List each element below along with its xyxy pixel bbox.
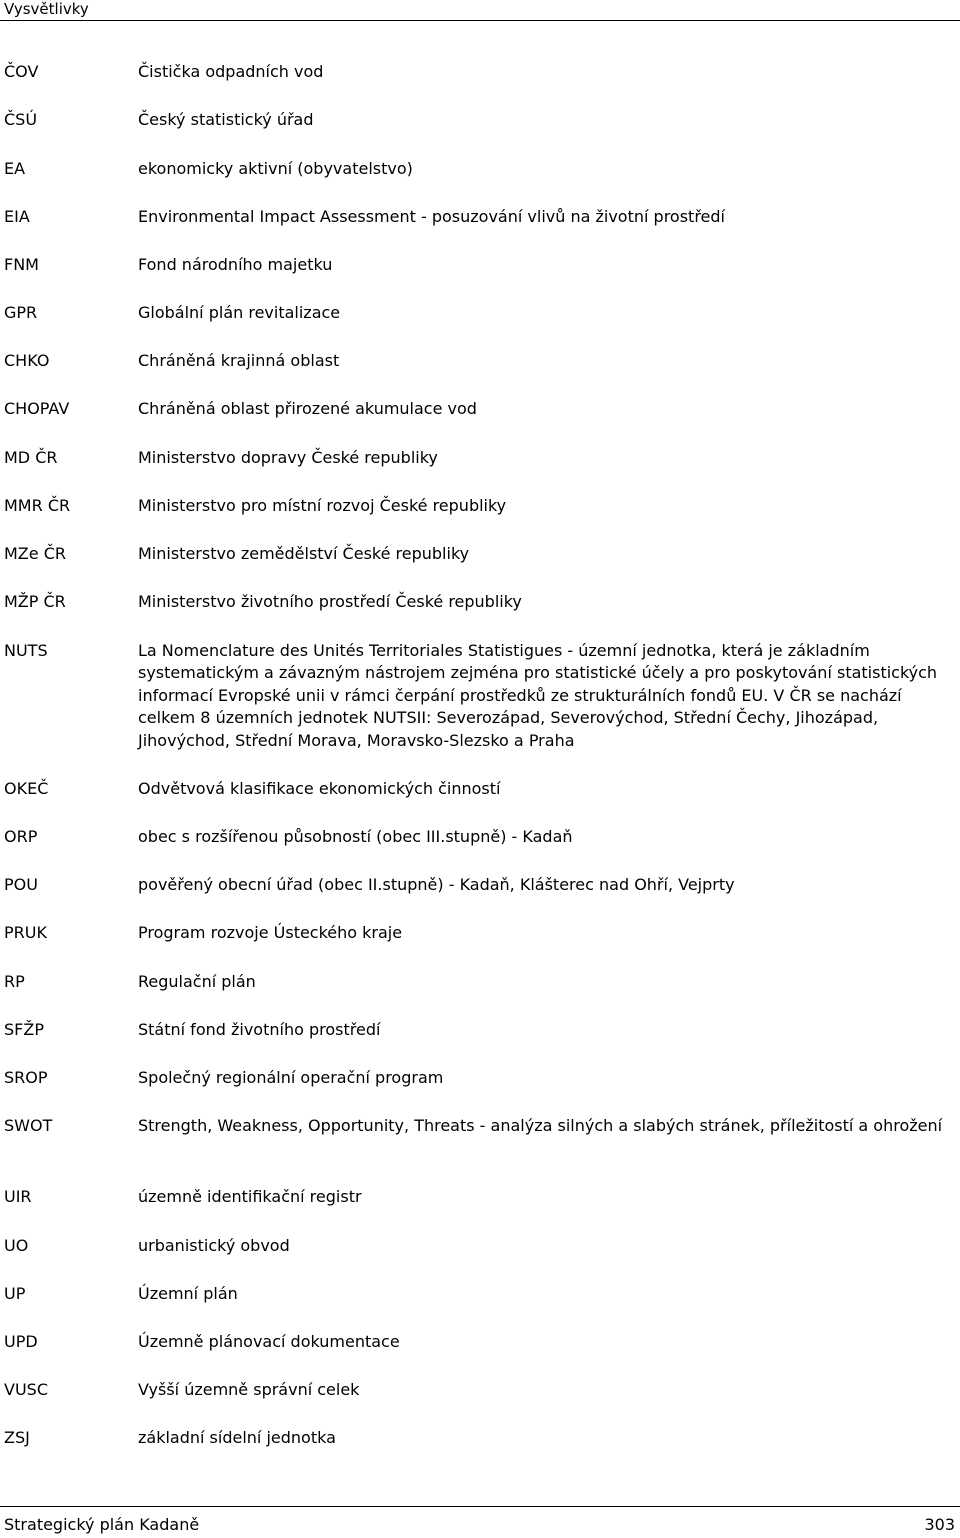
- running-header: Vysvětlivky: [4, 0, 89, 18]
- abbreviation: SROP: [4, 1068, 48, 1087]
- abbreviation-meaning: základní sídelní jednotka: [138, 1428, 336, 1447]
- abbreviation: FNM: [4, 255, 39, 274]
- abbreviation-meaning: urbanistický obvod: [138, 1236, 290, 1255]
- abbreviation-meaning: La Nomenclature des Unités Territoriales Statistigues - územní jednotka, která je základním systematickým a závazným nástrojem zejména pro statistické účely a pro poskytování statistických informací Evropské unii v rámci čerpání prostředků ze strukturálních fondů EU. V ČR se nachází celkem 8 územních jednotek NUTSII: Severozápad, Severovýchod, Střední Čechy, Jihozápad, Jihovýchod, Střední Morava, Moravsko-Slezsko a Praha: [138, 641, 938, 750]
- abbreviation-meaning: Čistička odpadních vod: [138, 62, 324, 81]
- abbreviation: CHKO: [4, 351, 50, 370]
- abbreviation-meaning: Společný regionální operační program: [138, 1068, 444, 1087]
- abbreviation: CHOPAV: [4, 399, 70, 418]
- page-number: 303: [924, 1515, 955, 1534]
- abbreviation-meaning: Ministerstvo dopravy České republiky: [138, 448, 438, 467]
- abbreviation: UP: [4, 1284, 26, 1303]
- abbreviation-meaning: pověřený obecní úřad (obec II.stupně) - Kadaň, Klášterec nad Ohří, Vejprty: [138, 875, 735, 894]
- abbreviation-meaning: Strength, Weakness, Opportunity, Threats - analýza silných a slabých stránek, příležitostí a ohrožení: [138, 1116, 943, 1135]
- abbreviation: NUTS: [4, 641, 48, 660]
- abbreviation: VUSC: [4, 1380, 48, 1399]
- abbreviation-meaning: Globální plán revitalizace: [138, 303, 341, 322]
- abbreviation: MZe ČR: [4, 544, 66, 563]
- abbreviation-meaning: Environmental Impact Assessment - posuzování vlivů na životní prostředí: [138, 207, 725, 226]
- abbreviation-meaning: územně identifikační registr: [138, 1187, 362, 1206]
- abbreviation: GPR: [4, 303, 38, 322]
- abbreviation: UIR: [4, 1187, 32, 1206]
- abbreviation-meaning: Ministerstvo pro místní rozvoj České republiky: [138, 496, 507, 515]
- abbreviation: PRUK: [4, 923, 47, 942]
- abbreviation: MŽP ČR: [4, 592, 66, 611]
- abbreviation-meaning: Státní fond životního prostředí: [138, 1020, 381, 1039]
- header-divider: [0, 20, 960, 21]
- abbreviation: ČOV: [4, 62, 39, 81]
- abbreviation-meaning: obec s rozšířenou působností (obec III.stupně) - Kadaň: [138, 827, 573, 846]
- abbreviation: UPD: [4, 1332, 38, 1351]
- abbreviation: MD ČR: [4, 448, 58, 467]
- abbreviation-meaning: Fond národního majetku: [138, 255, 333, 274]
- abbreviation: OKEČ: [4, 779, 49, 798]
- abbreviation: POU: [4, 875, 38, 894]
- abbreviation-meaning: Územní plán: [138, 1284, 238, 1303]
- abbreviation: SWOT: [4, 1116, 53, 1135]
- abbreviation-meaning: Vyšší územně správní celek: [138, 1380, 360, 1399]
- abbreviation-meaning: Ministerstvo životního prostředí České republiky: [138, 592, 522, 611]
- abbreviation-meaning: Regulační plán: [138, 972, 256, 991]
- abbreviation-meaning: Český statistický úřad: [138, 110, 314, 129]
- abbreviation: ČSÚ: [4, 110, 38, 129]
- abbreviation-meaning: ekonomicky aktivní (obyvatelstvo): [138, 159, 413, 178]
- abbreviation-meaning: Územně plánovací dokumentace: [138, 1332, 400, 1351]
- abbreviation-meaning: Chráněná oblast přirozené akumulace vod: [138, 399, 477, 418]
- abbreviation: UO: [4, 1236, 29, 1255]
- abbreviation-meaning: Chráněná krajinná oblast: [138, 351, 340, 370]
- footer-document-title: Strategický plán Kadaně: [4, 1515, 200, 1534]
- abbreviation: EA: [4, 159, 26, 178]
- abbreviation: ZSJ: [4, 1428, 30, 1447]
- abbreviation-meaning: Program rozvoje Ústeckého kraje: [138, 923, 403, 942]
- abbreviation: RP: [4, 972, 25, 991]
- abbreviation: MMR ČR: [4, 496, 71, 515]
- abbreviation-meaning: Ministerstvo zemědělství České republiky: [138, 544, 470, 563]
- abbreviation: EIA: [4, 207, 30, 226]
- abbreviation: SFŽP: [4, 1020, 44, 1039]
- abbreviation-meaning: Odvětvová klasifikace ekonomických činností: [138, 779, 501, 798]
- abbreviation: ORP: [4, 827, 38, 846]
- footer-divider: [0, 1506, 960, 1507]
